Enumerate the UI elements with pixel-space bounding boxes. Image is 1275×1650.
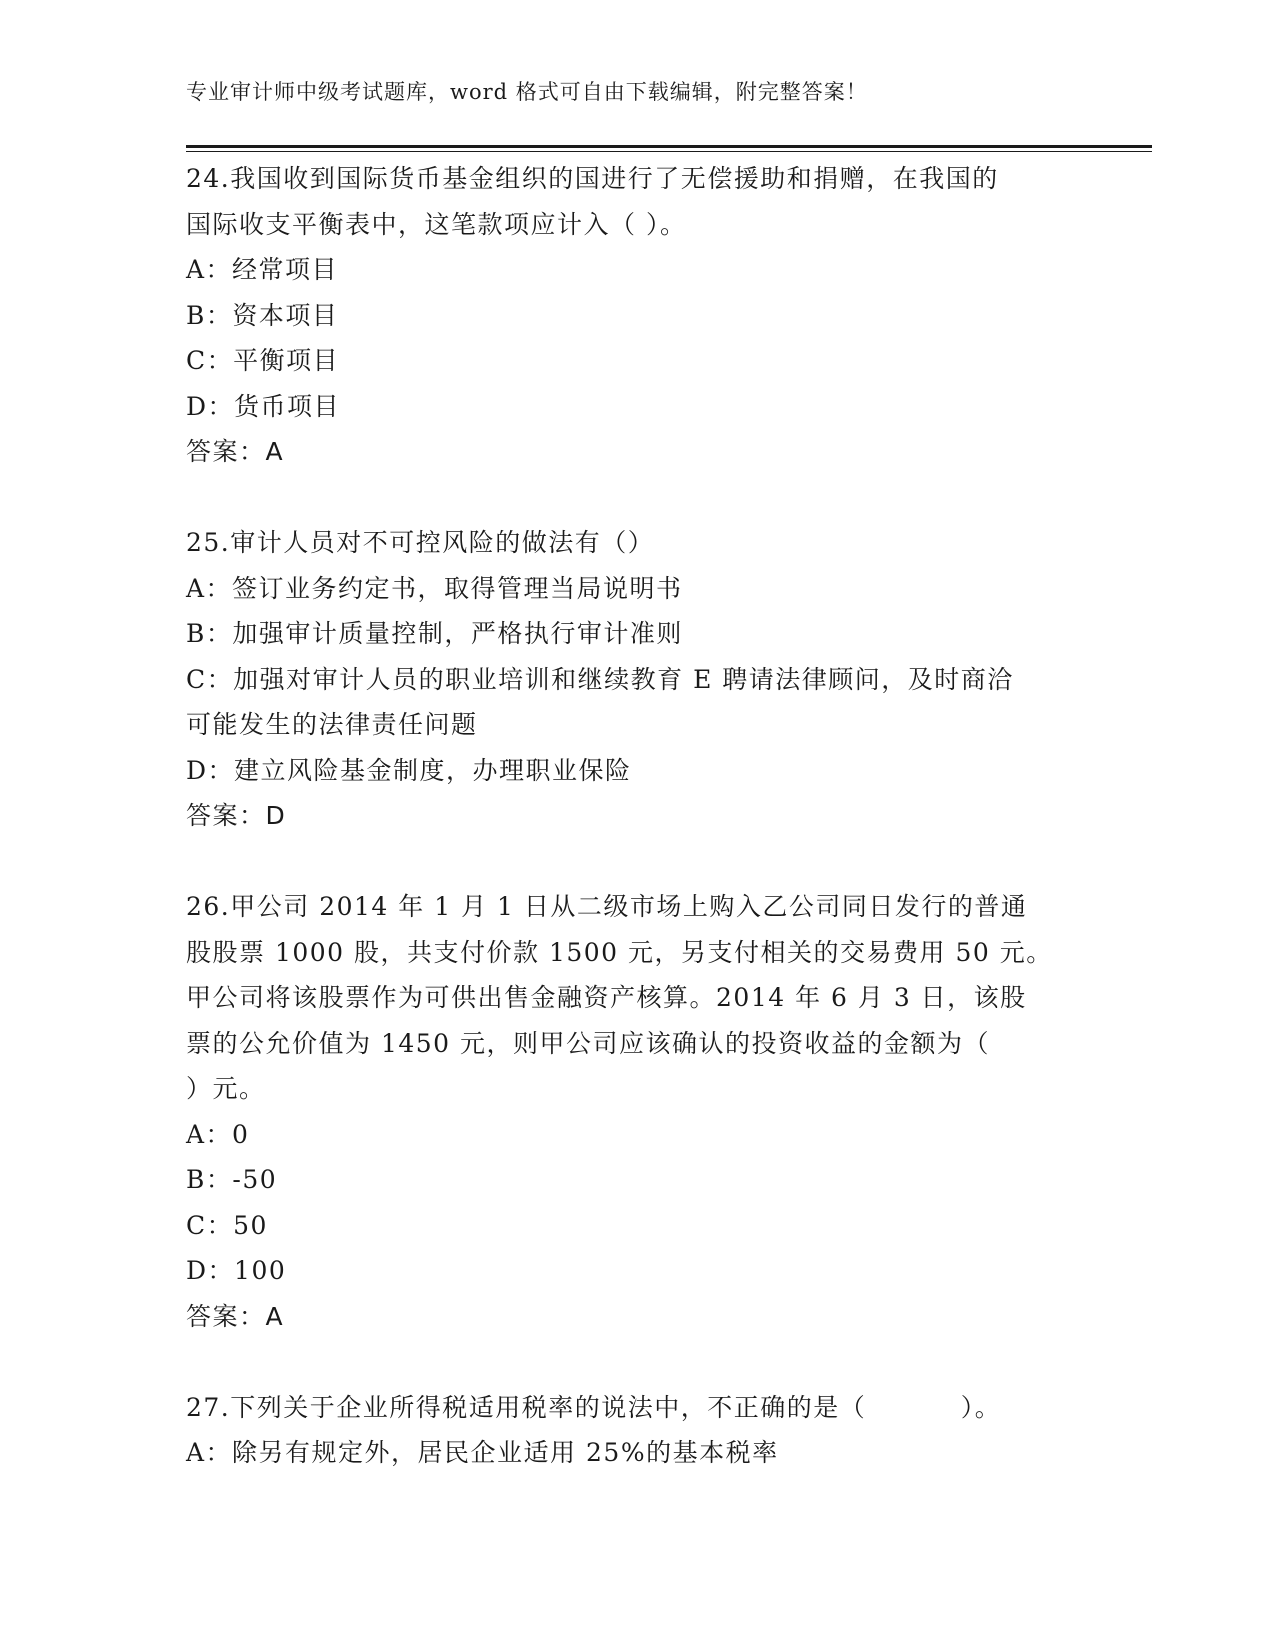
question-text: ）元。 (186, 1074, 266, 1103)
option-b: B：加强审计质量控制，严格执行审计准则 (186, 619, 683, 648)
question-text: 股股票 1000 股，共支付价款 1500 元，另支付相关的交易费用 50 元。 (186, 937, 1053, 967)
question-text: 票的公允价值为 1450 元，则甲公司应该确认的投资收益的金额为（ (186, 1028, 991, 1058)
question-27 (186, 1385, 1086, 1476)
answer: 答案：A (186, 1301, 285, 1331)
spacer (186, 1339, 1086, 1385)
question-list (186, 156, 1086, 1476)
question-text: 国际收支平衡表中，这笔款项应计入（ ）。 (186, 209, 687, 239)
question-text: 甲公司将该股票作为可供出售金融资产核算。2014 年 6 月 3 日，该股 (186, 983, 1027, 1012)
option-c: C：50 (186, 1210, 268, 1240)
answer: 答案：D (186, 801, 287, 830)
option-a: A：0 (186, 1119, 250, 1149)
answer: 答案：A (186, 437, 285, 466)
question-text: 26.甲公司 2014 年 1 月 1 日从二级市场上购入乙公司同日发行的普通 (186, 892, 1028, 921)
question-text: 24.我国收到国际货币基金组织的国进行了无偿援助和捐赠，在我国的 (186, 164, 999, 193)
option-c: C：加强对审计人员的职业培训和继续教育 E 聘请法律顾问，及时商洽 (186, 664, 1014, 694)
header-rule-thick (186, 145, 1152, 148)
option-a: A：除另有规定外，居民企业适用 25%的基本税率 (186, 1438, 779, 1467)
spacer (186, 839, 1086, 885)
question-text: 27.下列关于企业所得税适用税率的说法中，不正确的是（ ）。 (186, 1392, 1002, 1422)
option-b: B：-50 (186, 1165, 278, 1194)
option-d: D：货币项目 (186, 391, 341, 421)
question-25 (186, 520, 1086, 839)
option-d: D：建立风险基金制度，办理职业保险 (186, 755, 632, 785)
spacer (186, 475, 1086, 521)
option-c-continued: 可能发生的法律责任问题 (186, 710, 478, 739)
question-26 (186, 884, 1086, 1339)
question-text: 25.审计人员对不可控风险的做法有（） (186, 528, 655, 557)
question-24 (186, 156, 1086, 475)
page-header: 专业审计师中级考试题库，word 格式可自由下载编辑，附完整答案！ (186, 80, 868, 104)
option-a: A：经常项目 (186, 255, 339, 284)
header-rule-thin (186, 151, 1152, 152)
option-c: C：平衡项目 (186, 346, 340, 375)
option-a: A：签订业务约定书，取得管理当局说明书 (186, 573, 683, 603)
option-d: D：100 (186, 1256, 287, 1285)
option-b: B：资本项目 (186, 300, 339, 330)
